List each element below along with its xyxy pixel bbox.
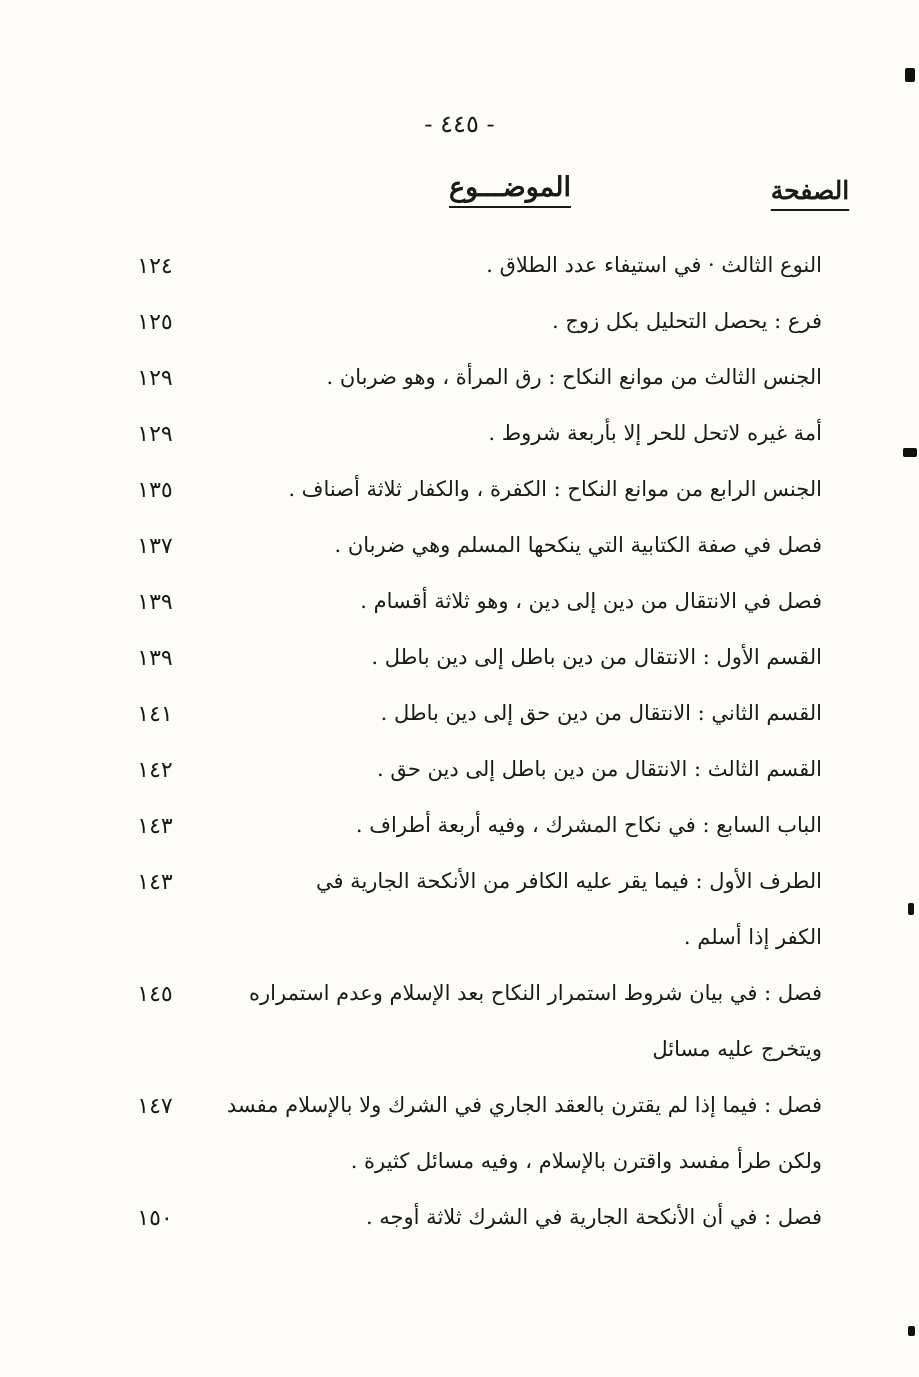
toc-entry [100,584,880,618]
toc-entry-line: القسم الثاني : الانتقال من دين حق إلى دين باطل . [380,701,822,725]
toc-entry-page: ١٢٩ [137,422,173,447]
toc-entry [100,808,880,842]
page-number: - ٤٤٥ - [424,110,495,138]
header-page: الصفحة [770,176,850,205]
scan-mark [903,448,917,457]
toc-entry-page: ١٢٥ [137,310,173,335]
toc-entry-line: فصل : في أن الأنكحة الجارية في الشرك ثلاثة أوجه . [365,1205,822,1229]
toc-entry-line: النوع الثالث · في استيفاء عدد الطلاق . [486,253,822,277]
toc-entry [100,360,880,394]
toc-entry-page: ١٤١ [137,702,173,727]
toc-entry-line: فصل في الانتقال من دين إلى دين ، وهو ثلاثة أقسام . [360,589,822,613]
header-topic: الموضـــوع [448,172,571,203]
toc-entry [100,304,880,338]
toc-entry-line: الطرف الأول : فيما يقر عليه الكافر من الأنكحة الجارية في [315,869,822,893]
toc-entry [100,864,880,954]
toc-entry-title [210,584,880,618]
toc-entry-page: ١٣٧ [137,534,173,559]
toc-entry-line: أمة غيره لاتحل للحر إلا بأربعة شروط . [488,421,822,445]
toc-entry [100,696,880,730]
toc-entry-page: ١٣٥ [137,478,173,503]
toc-entry [100,472,880,506]
toc-entry [100,248,880,282]
toc-entry [100,1088,880,1178]
scan-mark [905,68,915,82]
toc-entry-line: ويتخرج عليه مسائل [652,1037,822,1061]
toc-entry-page: ١٣٩ [137,590,173,615]
toc-entry-title [210,864,880,954]
toc-entry-title [210,752,880,786]
toc-entry-title [210,1088,880,1178]
toc-entry-page: ١٢٤ [137,254,173,279]
toc-entry [100,416,880,450]
toc-entry-title [210,976,880,1066]
toc-entry-line: فصل : في بيان شروط استمرار النكاح بعد الإسلام وعدم استمراره [249,981,822,1005]
toc-entry-page: ١٤٥ [137,982,173,1007]
toc-entry [100,640,880,674]
toc-entry-page: ١٤٢ [137,758,173,783]
toc-entry-page: ١٤٣ [137,814,173,839]
toc-entry [100,752,880,786]
toc-entry-title [210,808,880,842]
toc-entry-page: ١٢٩ [137,366,173,391]
toc-entry-title [210,416,880,450]
toc-entry-line: القسم الأول : الانتقال من دين باطل إلى دين باطل . [371,645,822,669]
scan-mark [908,1326,915,1336]
toc-entry [100,528,880,562]
toc-entry-page: ١٤٧ [137,1094,173,1119]
toc-entry-line: الباب السابع : في نكاح المشرك ، وفيه أربعة أطراف . [355,813,822,837]
toc-entry-line: فصل في صفة الكتابية التي ينكحها المسلم وهي ضربان . [334,533,822,557]
toc-entry-title [210,360,880,394]
toc-entry [100,1200,880,1234]
toc-entry-title [210,304,880,338]
toc-entry-line: القسم الثالث : الانتقال من دين باطل إلى دين حق . [376,757,822,781]
toc-entry-title [210,472,880,506]
toc-entry-title [210,640,880,674]
toc-list [100,248,880,1256]
toc-entry-title [210,1200,880,1234]
toc-entry-line: الجنس الثالث من موانع النكاح : رق المرأة ، وهو ضربان . [326,365,822,389]
toc-entry-line: فصل : فيما إذا لم يقترن بالعقد الجاري في الشرك ولا بالإسلام مفسد [226,1093,822,1117]
scan-mark [908,903,914,915]
toc-entry-title [210,248,880,282]
toc-entry-page: ١٥٠ [137,1206,173,1231]
toc-entry-line: فرع : يحصل التحليل بكل زوج . [552,309,822,333]
toc-entry-line: الكفر إذا أسلم . [683,925,822,949]
toc-entry-page: ١٣٩ [137,646,173,671]
toc-entry [100,976,880,1066]
toc-entry-page: ١٤٣ [137,870,173,895]
toc-entry-title [210,696,880,730]
toc-entry-title [210,528,880,562]
toc-entry-line: ولكن طرأ مفسد واقترن بالإسلام ، وفيه مسائل كثيرة . [350,1149,822,1173]
toc-entry-line: الجنس الرابع من موانع النكاح : الكفرة ، والكفار ثلاثة أصناف . [288,477,822,501]
